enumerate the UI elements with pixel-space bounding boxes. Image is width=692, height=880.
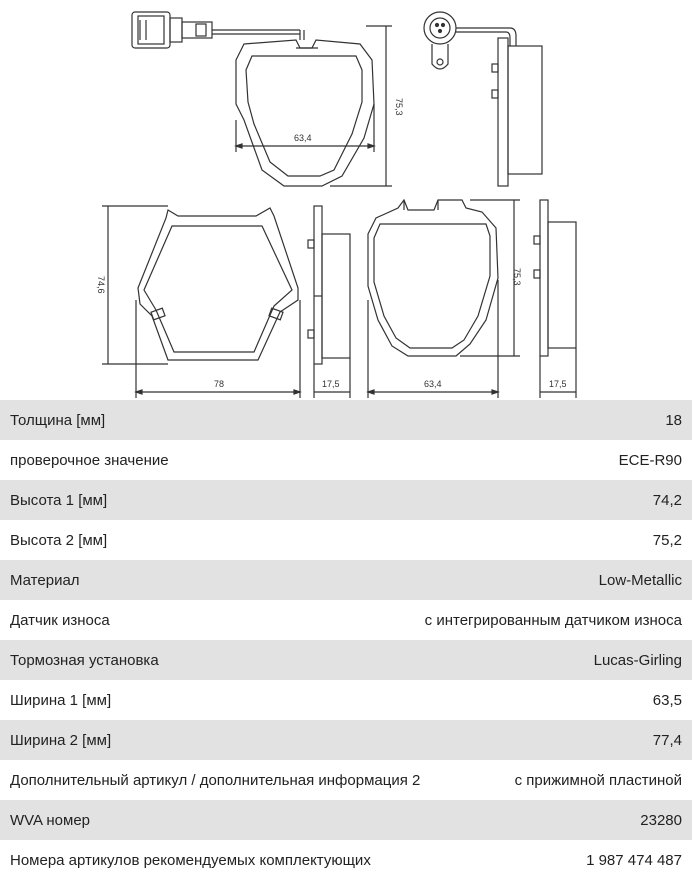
spec-value: 18 xyxy=(665,411,682,429)
top-width-label: 63,4 xyxy=(294,133,312,143)
spec-row-recommended-parts xyxy=(0,840,692,880)
spec-value: 75,2 xyxy=(652,531,682,549)
spec-label: Датчик износа xyxy=(10,611,110,629)
spec-value: Low-Metallic xyxy=(598,571,682,589)
spec-value: с интегрированным датчиком износа xyxy=(424,611,682,629)
left-height-dimension xyxy=(102,206,168,364)
spec-row-width-2 xyxy=(0,720,692,760)
left-height-label: 74,6 xyxy=(96,276,106,294)
spec-label: Высота 2 [мм] xyxy=(10,531,108,549)
spec-row-width-1 xyxy=(0,680,692,720)
right-width-label: 63,4 xyxy=(424,379,442,389)
spec-value: 23280 xyxy=(640,811,682,829)
top-pad-side-view xyxy=(424,12,542,186)
spec-row-wva-number xyxy=(0,800,692,840)
top-height-label: 75,3 xyxy=(394,98,404,116)
right-pad-front-view xyxy=(368,200,498,356)
spec-row-height-2 xyxy=(0,520,692,560)
right-pad-side-view xyxy=(534,200,576,356)
spec-row-material xyxy=(0,560,692,600)
spec-row-thickness xyxy=(0,400,692,440)
spec-value: 74,2 xyxy=(652,491,682,509)
spec-row-brake-system xyxy=(0,640,692,680)
spec-value: 77,4 xyxy=(652,731,682,749)
spec-label: WVA номер xyxy=(10,811,91,829)
spec-label: проверочное значение xyxy=(10,451,169,469)
spec-label: Ширина 2 [мм] xyxy=(10,731,112,749)
spec-value: ECE-R90 xyxy=(618,451,682,469)
spec-row-additional-info xyxy=(0,760,692,800)
spec-label: Тормозная установка xyxy=(10,651,159,669)
right-thickness-label: 17,5 xyxy=(549,379,567,389)
spec-row-height-1 xyxy=(0,480,692,520)
left-pad-side-view xyxy=(308,206,350,364)
spec-value: с прижимной пластиной xyxy=(514,771,682,789)
technical-drawing xyxy=(0,0,692,400)
spec-label: Материал xyxy=(10,571,80,589)
left-width-label: 78 xyxy=(214,379,225,389)
spec-label: Высота 1 [мм] xyxy=(10,491,108,509)
spec-label: Дополнительный артикул / дополнительная информация 2 xyxy=(10,771,421,789)
spec-value: 1 987 474 487 xyxy=(586,851,682,869)
spec-row-test-value xyxy=(0,440,692,480)
top-pad-front-view xyxy=(132,12,374,186)
left-thickness-label: 17,5 xyxy=(322,379,340,389)
right-height-label: 75,3 xyxy=(512,268,522,286)
spec-value: Lucas-Girling xyxy=(593,651,682,669)
spec-label: Номера артикулов рекомендуемых комплектующих xyxy=(10,851,371,869)
spec-row-wear-sensor xyxy=(0,600,692,640)
spec-value: 63,5 xyxy=(652,691,682,709)
specs-table xyxy=(0,400,692,880)
spec-label: Толщина [мм] xyxy=(10,411,106,429)
spec-label: Ширина 1 [мм] xyxy=(10,691,112,709)
left-pad-front-view xyxy=(138,208,298,360)
